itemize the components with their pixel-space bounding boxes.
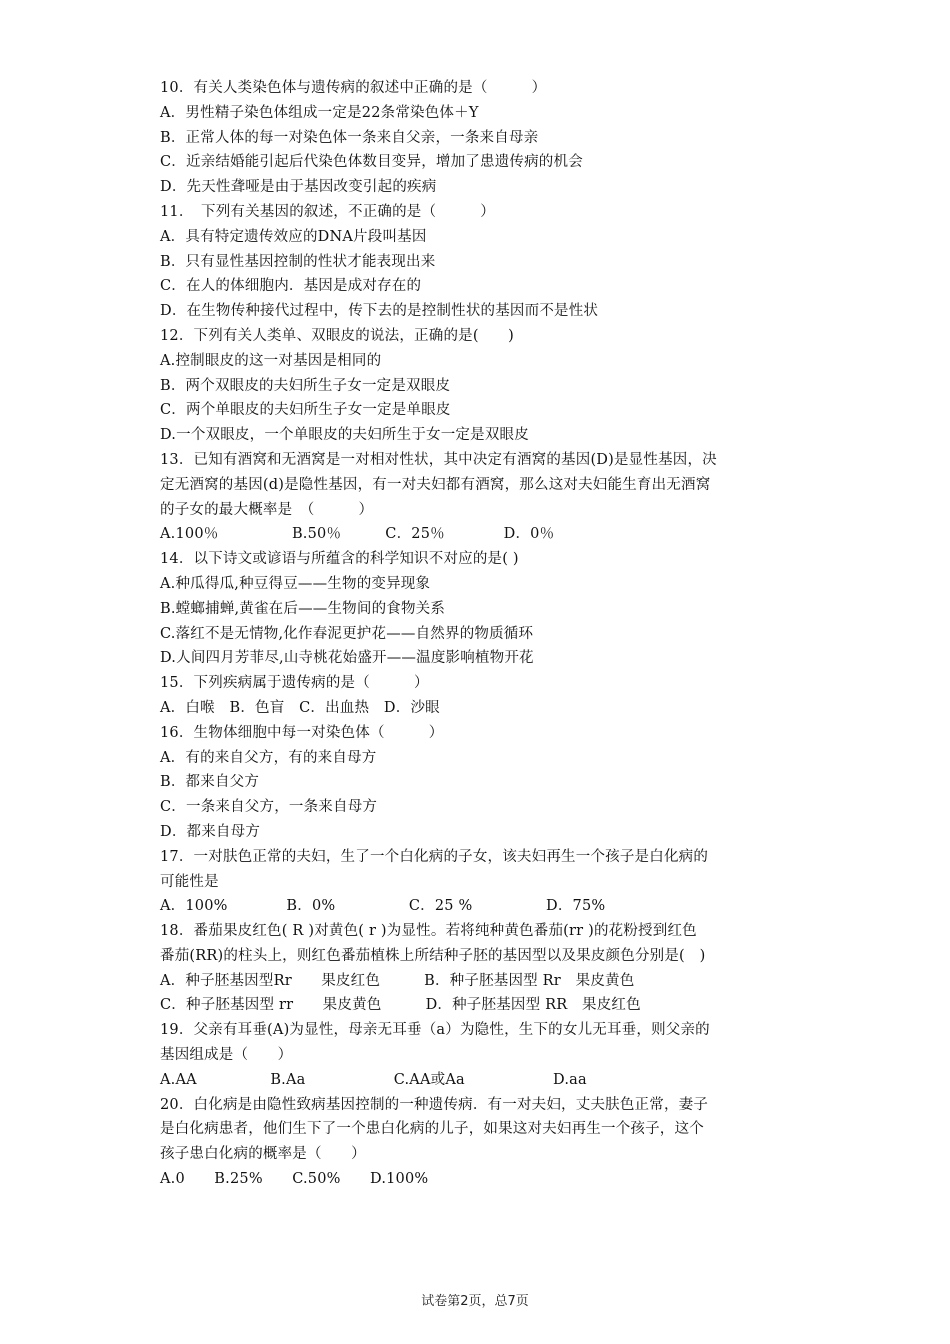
answer-option: B．正常人体的每一对染色体一条来自父亲，一条来自母亲 xyxy=(160,129,539,146)
question-stem-line: 11． 下列有关基因的叙述，不正确的是（ ） xyxy=(160,203,495,220)
answer-option: D.人间四月芳菲尽,山寺桃花始盛开——温度影响植物开花 xyxy=(160,650,534,667)
answer-option: A.种瓜得瓜,种豆得豆——生物的变异现象 xyxy=(160,575,431,592)
question-stem-line: 18．番茄果皮红色( R )对黄色( r )为显性。若将纯种黄色番茄(rr )的花粉授到红色 xyxy=(160,923,697,940)
question-block xyxy=(160,1093,800,1192)
question-block xyxy=(160,919,800,1018)
answer-option: B．只有显性基因控制的性状才能表现出来 xyxy=(160,253,436,270)
answer-option: D.一个双眼皮，一个单眼皮的夫妇所生于女一定是双眼皮 xyxy=(160,427,529,444)
question-block xyxy=(160,845,800,919)
question-block xyxy=(160,671,800,721)
answer-option: A.AA B.Aa C.AA或Aa D.aa xyxy=(160,1071,587,1088)
answer-option: C.落红不是无情物,化作春泥更护花——自然界的物质循环 xyxy=(160,625,534,642)
answer-option: C．两个单眼皮的夫妇所生子女一定是单眼皮 xyxy=(160,402,451,419)
answer-option: A．有的来自父方，有的来自母方 xyxy=(160,749,377,766)
question-stem-line: 12．下列有关人类单、双眼皮的说法，正确的是( ) xyxy=(160,327,514,344)
answer-option: C．在人的体细胞内．基因是成对存在的 xyxy=(160,278,422,295)
answer-option: A．白喉 B．色盲 C．出血热 D．沙眼 xyxy=(160,699,440,716)
question-block xyxy=(160,448,800,547)
question-block xyxy=(160,200,800,324)
question-stem-line: 14．以下诗文或谚语与所蕴含的科学知识不对应的是( ) xyxy=(160,551,519,568)
answer-option: A.控制眼皮的这一对基因是相同的 xyxy=(160,352,382,369)
question-stem-line: 10．有关人类染色体与遗传病的叙述中正确的是（ ） xyxy=(160,80,547,96)
answer-option: A．100% B．0% C．25 % D．75% xyxy=(160,898,606,915)
question-stem-line: 16．生物体细胞中每一对染色体（ ） xyxy=(160,724,444,741)
answer-option: C．种子胚基因型 rr 果皮黄色 D．种子胚基因型 RR 果皮红色 xyxy=(160,997,641,1014)
answer-option: A.100％ B.50％ C．25％ D．0％ xyxy=(160,526,555,543)
question-stem-line: 19．父亲有耳垂(A)为显性，母亲无耳垂（a）为隐性，生下的女儿无耳垂，则父亲的 xyxy=(160,1022,710,1039)
question-stem-line: 可能性是 xyxy=(160,873,219,890)
question-block xyxy=(160,324,800,448)
answer-option: C．近亲结婚能引起后代染色体数目变异，增加了患遗传病的机会 xyxy=(160,154,583,171)
answer-option: C．一条来自父方，一条来自母方 xyxy=(160,799,378,816)
question-stem-line: 20．白化病是由隐性致病基因控制的一种遗传病．有一对夫妇，丈夫肤色正常，妻子 xyxy=(160,1096,709,1113)
answer-option: A．具有特定遗传效应的DNA片段叫基因 xyxy=(160,228,427,245)
question-block xyxy=(160,1018,800,1092)
question-block xyxy=(160,76,800,200)
question-block xyxy=(160,547,800,671)
answer-option: A．男性精子染色体组成一定是22条常染色体＋Y xyxy=(160,104,479,121)
question-stem-line: 的子女的最大概率是 （ ） xyxy=(160,501,374,518)
answer-option: D．在生物传种接代过程中，传下去的是控制性状的基因而不是性状 xyxy=(160,303,599,320)
question-stem-line: 定无酒窝的基因(d)是隐性基因，有一对夫妇都有酒窝，那么这对夫妇能生育出无酒窝 xyxy=(160,476,711,493)
question-stem-line: 是白化病患者，他们生下了一个患白化病的儿子，如果这对夫妇再生一个孩子，这个 xyxy=(160,1121,704,1138)
answer-option: A.0 B.25% C.50% D.100% xyxy=(160,1171,429,1188)
answer-option: B．两个双眼皮的夫妇所生子女一定是双眼皮 xyxy=(160,377,451,394)
answer-option: D．都来自母方 xyxy=(160,823,261,840)
answer-option: B.螳螂捕蝉,黄雀在后——生物间的食物关系 xyxy=(160,600,446,617)
answer-option: D．先天性聋哑是由于基因改变引起的疾病 xyxy=(160,179,437,196)
answer-option: A．种子胚基因型Rr 果皮红色 B．种子胚基因型 Rr 果皮黄色 xyxy=(160,972,635,989)
question-stem-line: 15．下列疾病属于遗传病的是（ ） xyxy=(160,675,429,692)
question-stem-line: 番茄(RR)的柱头上，则红色番茄植株上所结种子胚的基因型以及果皮颜色分别是( ) xyxy=(160,947,706,964)
question-list xyxy=(160,76,800,1192)
question-stem-line: 13．已知有酒窝和无酒窝是一对相对性状，其中决定有酒窝的基因(D)是显性基因，决 xyxy=(160,451,717,468)
question-stem-line: 基因组成是（ ） xyxy=(160,1047,293,1064)
question-block xyxy=(160,721,800,845)
page-footer: 试卷第2页，总7页 xyxy=(421,1294,529,1309)
question-stem-line: 孩子患白化病的概率是（ ） xyxy=(160,1146,366,1163)
answer-option: B．都来自父方 xyxy=(160,774,260,791)
question-stem-line: 17．一对肤色正常的夫妇，生了一个白化病的子女，该夫妇再生一个孩子是白化病的 xyxy=(160,848,709,865)
